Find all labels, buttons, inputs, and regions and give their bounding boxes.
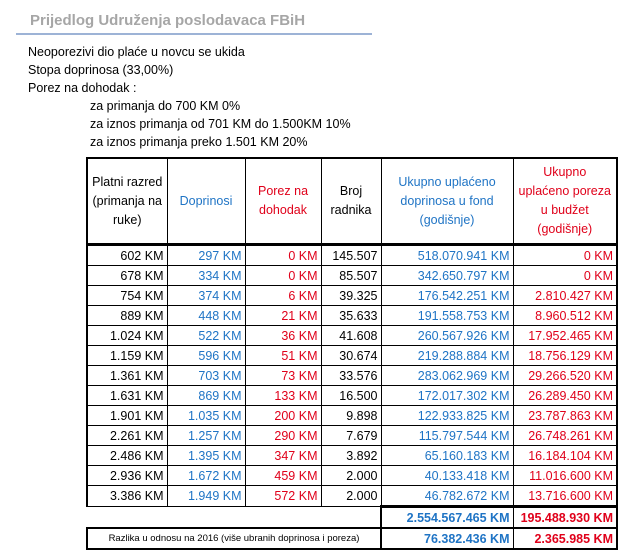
cell-broj: 2.000 <box>321 486 381 507</box>
table-row <box>87 486 617 507</box>
cell-broj: 2.000 <box>321 466 381 486</box>
cell-platni: 1.024 KM <box>87 326 167 346</box>
difference-doprinosi: 76.382.436 KM <box>381 528 513 549</box>
cell-ukupno-dop: 518.070.941 KM <box>381 245 513 266</box>
cell-broj: 3.892 <box>321 446 381 466</box>
intro-line-3: Porez na dohodak : <box>28 81 137 95</box>
difference-label: Razlika u odnosu na 2016 (više ubranih doprinosa i poreza) <box>87 528 381 549</box>
cell-doprinosi: 1.257 KM <box>167 426 245 446</box>
header-broj-radnika: Broj radnika <box>321 158 381 245</box>
cell-porez: 36 KM <box>245 326 321 346</box>
intro-line-2: Stopa doprinosa (33,00%) <box>28 63 174 77</box>
cell-doprinosi: 1.949 KM <box>167 486 245 507</box>
header-porez: Porez na dohodak <box>245 158 321 245</box>
cell-ukupno-dop: 176.542.251 KM <box>381 286 513 306</box>
cell-doprinosi: 374 KM <box>167 286 245 306</box>
cell-doprinosi: 869 KM <box>167 386 245 406</box>
cell-platni: 1.361 KM <box>87 366 167 386</box>
cell-broj: 35.633 <box>321 306 381 326</box>
cell-broj: 33.576 <box>321 366 381 386</box>
cell-broj: 30.674 <box>321 346 381 366</box>
cell-broj: 16.500 <box>321 386 381 406</box>
header-ukupno-doprinosa: Ukupno uplaćeno doprinosa u fond (godišnje) <box>381 158 513 245</box>
tax-bracket-2: za iznos primanja od 701 KM do 1.500KM 10% <box>90 117 351 131</box>
cell-broj: 41.608 <box>321 326 381 346</box>
cell-platni: 1.901 KM <box>87 406 167 426</box>
cell-ukupno-dop: 46.782.672 KM <box>381 486 513 507</box>
cell-doprinosi: 297 KM <box>167 245 245 266</box>
table-row <box>87 306 617 326</box>
cell-platni: 1.631 KM <box>87 386 167 406</box>
cell-doprinosi: 522 KM <box>167 326 245 346</box>
difference-porez: 2.365.985 KM <box>513 528 617 549</box>
cell-porez: 347 KM <box>245 446 321 466</box>
cell-ukupno-dop: 342.650.797 KM <box>381 266 513 286</box>
cell-ukupno-dop: 115.797.544 KM <box>381 426 513 446</box>
table-row <box>87 266 617 286</box>
contributions-table <box>86 157 618 550</box>
cell-porez: 21 KM <box>245 306 321 326</box>
cell-ukupno-dop: 283.062.969 KM <box>381 366 513 386</box>
cell-porez: 6 KM <box>245 286 321 306</box>
cell-platni: 3.386 KM <box>87 486 167 507</box>
cell-porez: 200 KM <box>245 406 321 426</box>
header-doprinosi: Doprinosi <box>167 158 245 245</box>
cell-ukupno-dop: 260.567.926 KM <box>381 326 513 346</box>
cell-porez: 51 KM <box>245 346 321 366</box>
table-row <box>87 346 617 366</box>
cell-ukupno-por: 13.716.600 KM <box>513 486 617 507</box>
cell-broj: 7.679 <box>321 426 381 446</box>
cell-platni: 678 KM <box>87 266 167 286</box>
cell-doprinosi: 1.035 KM <box>167 406 245 426</box>
table-row <box>87 446 617 466</box>
cell-ukupno-por: 0 KM <box>513 266 617 286</box>
table-row <box>87 366 617 386</box>
cell-broj: 85.507 <box>321 266 381 286</box>
header-platni-razred: Platni razred (primanja na ruke) <box>87 158 167 245</box>
intro-line-1: Neoporezivi dio plaće u novcu se ukida <box>28 45 245 59</box>
cell-porez: 0 KM <box>245 245 321 266</box>
table-row <box>87 426 617 446</box>
cell-ukupno-por: 29.266.520 KM <box>513 366 617 386</box>
title-underline <box>16 33 372 35</box>
document-title: Prijedlog Udruženja poslodavaca FBiH <box>30 12 306 29</box>
cell-ukupno-por: 0 KM <box>513 245 617 266</box>
table-row <box>87 286 617 306</box>
cell-ukupno-por: 18.756.129 KM <box>513 346 617 366</box>
cell-ukupno-dop: 172.017.302 KM <box>381 386 513 406</box>
tax-bracket-1: za primanja do 700 KM 0% <box>90 99 241 113</box>
total-porez: 195.488.930 KM <box>513 507 617 529</box>
table-row <box>87 406 617 426</box>
cell-doprinosi: 596 KM <box>167 346 245 366</box>
table-row <box>87 245 617 266</box>
cell-porez: 572 KM <box>245 486 321 507</box>
cell-platni: 2.486 KM <box>87 446 167 466</box>
cell-doprinosi: 448 KM <box>167 306 245 326</box>
cell-ukupno-dop: 122.933.825 KM <box>381 406 513 426</box>
cell-platni: 889 KM <box>87 306 167 326</box>
cell-ukupno-por: 8.960.512 KM <box>513 306 617 326</box>
cell-doprinosi: 334 KM <box>167 266 245 286</box>
cell-doprinosi: 1.395 KM <box>167 446 245 466</box>
header-ukupno-poreza: Ukupno uplaćeno poreza u budžet (godišnje) <box>513 158 617 245</box>
cell-platni: 2.261 KM <box>87 426 167 446</box>
cell-ukupno-por: 11.016.600 KM <box>513 466 617 486</box>
cell-ukupno-dop: 40.133.418 KM <box>381 466 513 486</box>
cell-ukupno-por: 2.810.427 KM <box>513 286 617 306</box>
cell-ukupno-dop: 65.160.183 KM <box>381 446 513 466</box>
table-row <box>87 466 617 486</box>
cell-platni: 602 KM <box>87 245 167 266</box>
cell-broj: 9.898 <box>321 406 381 426</box>
cell-platni: 754 KM <box>87 286 167 306</box>
cell-porez: 0 KM <box>245 266 321 286</box>
cell-ukupno-dop: 219.288.884 KM <box>381 346 513 366</box>
cell-ukupno-por: 17.952.465 KM <box>513 326 617 346</box>
cell-ukupno-dop: 191.558.753 KM <box>381 306 513 326</box>
cell-platni: 1.159 KM <box>87 346 167 366</box>
cell-broj: 39.325 <box>321 286 381 306</box>
cell-ukupno-por: 26.748.261 KM <box>513 426 617 446</box>
cell-porez: 459 KM <box>245 466 321 486</box>
table-row <box>87 386 617 406</box>
cell-ukupno-por: 23.787.863 KM <box>513 406 617 426</box>
cell-doprinosi: 1.672 KM <box>167 466 245 486</box>
cell-platni: 2.936 KM <box>87 466 167 486</box>
cell-porez: 73 KM <box>245 366 321 386</box>
cell-doprinosi: 703 KM <box>167 366 245 386</box>
cell-porez: 290 KM <box>245 426 321 446</box>
total-doprinosi: 2.554.567.465 KM <box>381 507 513 529</box>
cell-broj: 145.507 <box>321 245 381 266</box>
tax-bracket-3: za iznos primanja preko 1.501 KM 20% <box>90 135 308 149</box>
cell-ukupno-por: 16.184.104 KM <box>513 446 617 466</box>
cell-ukupno-por: 26.289.450 KM <box>513 386 617 406</box>
table-row <box>87 326 617 346</box>
cell-porez: 133 KM <box>245 386 321 406</box>
